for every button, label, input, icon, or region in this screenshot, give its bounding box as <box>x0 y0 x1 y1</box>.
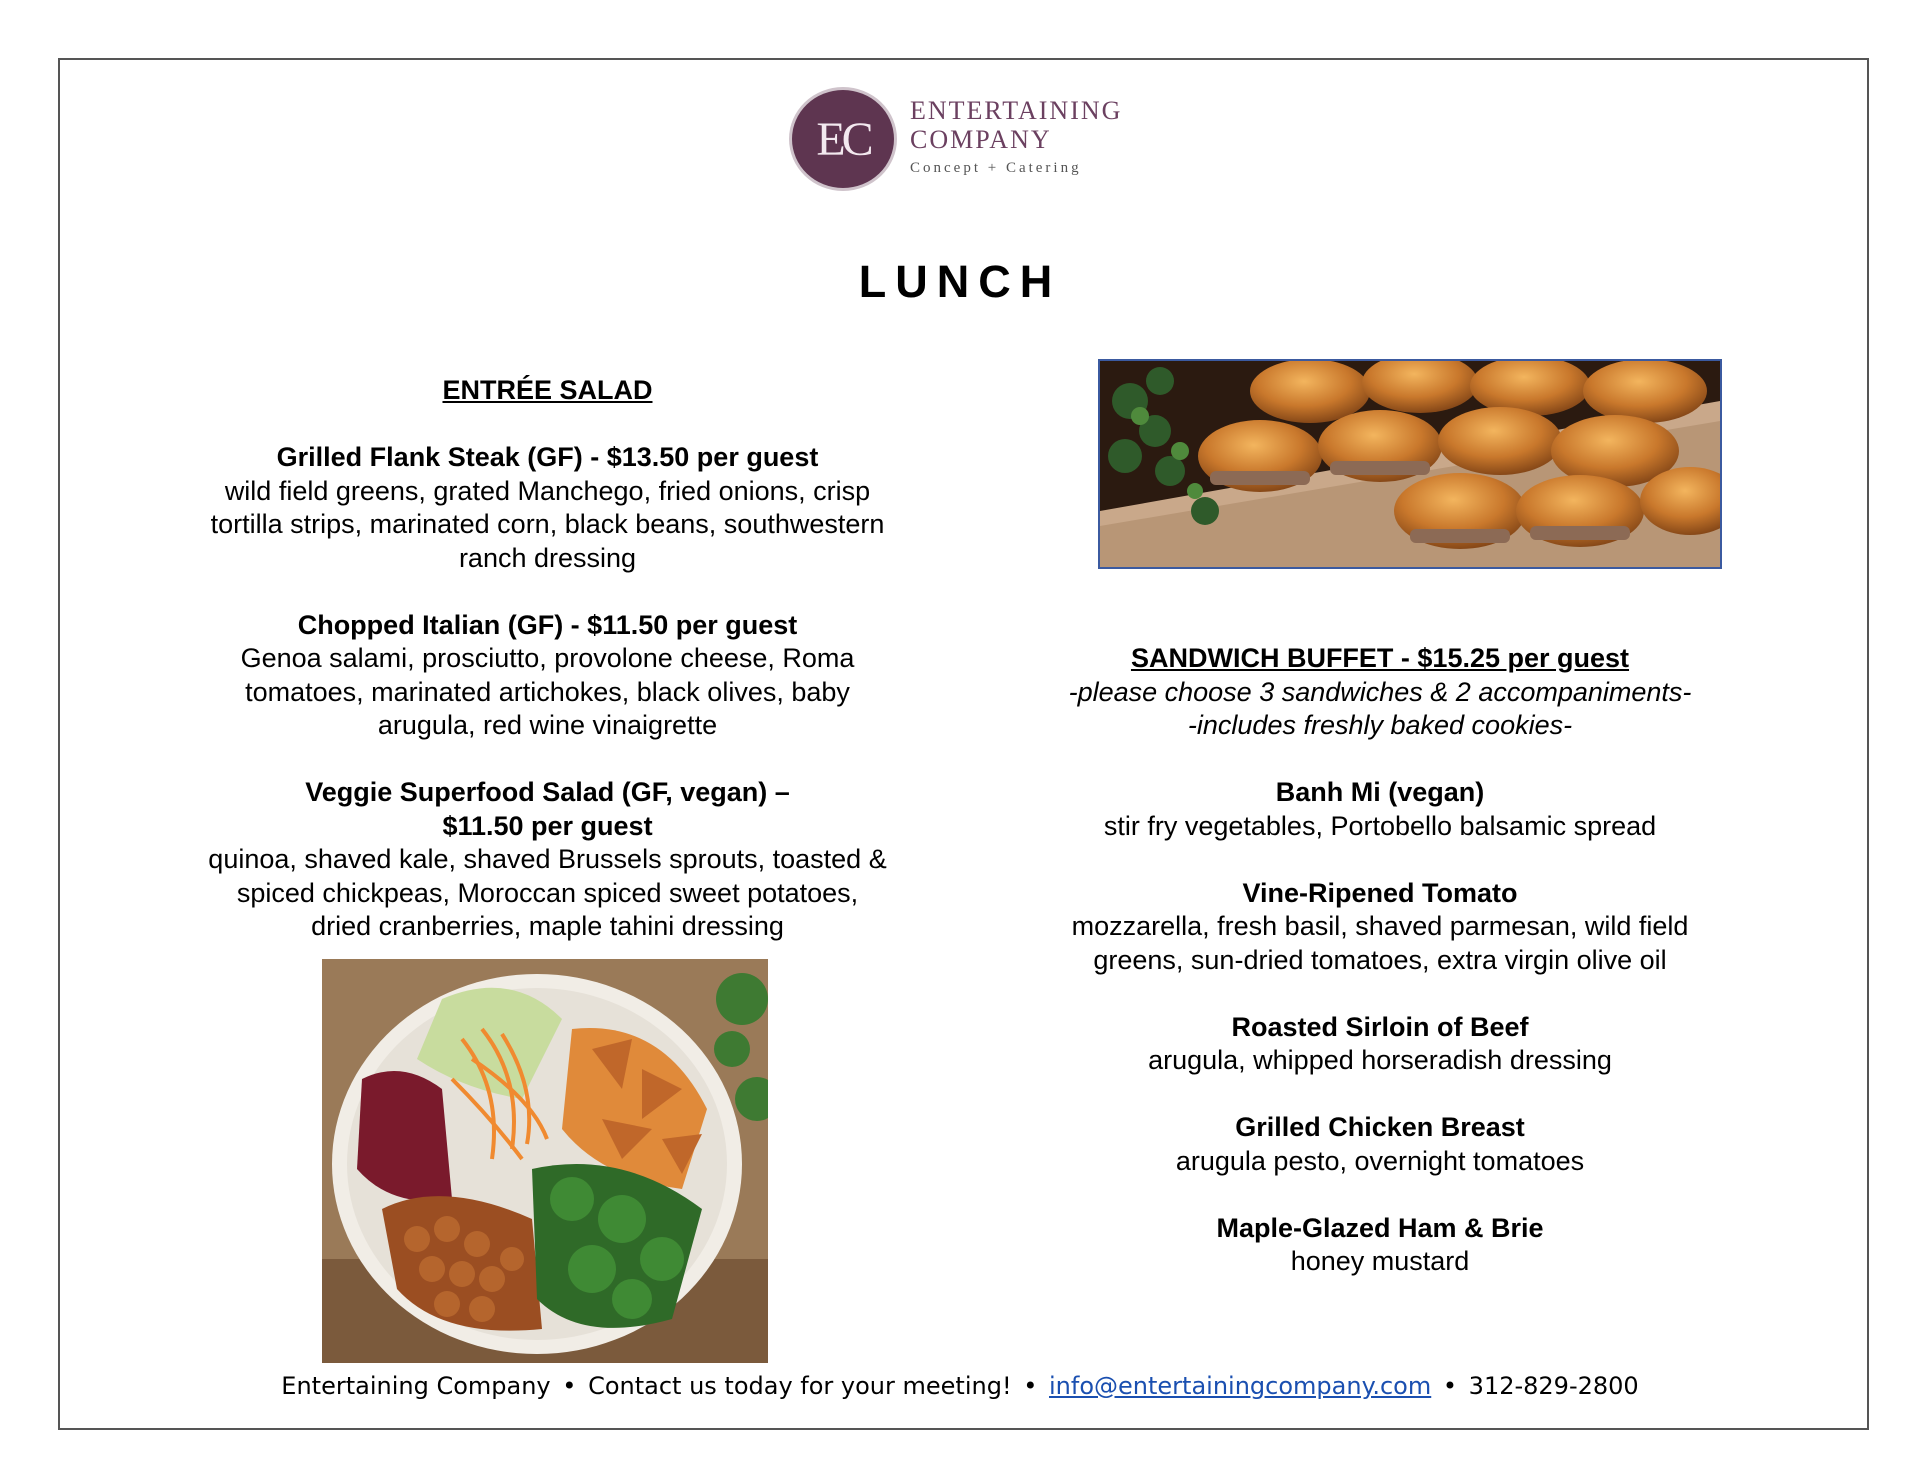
sandwich-buffet-heading: SANDWICH BUFFET - $15.25 per guest <box>1130 643 1630 673</box>
menu-item-name: Roasted Sirloin of Beef <box>1231 1011 1529 1042</box>
menu-item-description-line: ranch dressing <box>458 542 637 573</box>
logo-monogram-circle <box>792 90 894 188</box>
menu-item-description-line: dried cranberries, maple tahini dressing <box>311 911 784 941</box>
menu-item-description-line: quinoa, shaved kale, shaved Brussels sprouts, toasted & <box>208 844 887 874</box>
menu-item-name: Maple-Glazed Ham & Brie <box>1216 1212 1544 1243</box>
superfood-salad-photo <box>322 959 768 1363</box>
footer-cta: Contact us today for your meeting! <box>588 1372 1012 1400</box>
page-footer <box>0 1372 1920 1400</box>
menu-item-description-line: honey mustard <box>1290 1246 1470 1276</box>
menu-item-name: Vine-Ripened Tomato <box>1242 877 1518 908</box>
footer-email-link[interactable]: info@entertainingcompany.com <box>1049 1372 1432 1400</box>
menu-item-grilled-chicken <box>1010 1111 1750 1178</box>
sandwich-sliders-photo <box>1098 359 1722 569</box>
company-logo <box>792 90 1132 190</box>
menu-item-description-line: arugula, whipped horseradish dressing <box>1148 1045 1612 1075</box>
menu-item-description-line: tortilla strips, marinated corn, black beans, southwestern <box>210 509 885 539</box>
sandwich-buffet-note: -includes freshly baked cookies- <box>1187 710 1573 740</box>
menu-item-name: Veggie Superfood Salad (GF, vegan) – <box>305 777 790 807</box>
footer-bullet: • <box>1023 1372 1038 1400</box>
sandwich-buffet-section <box>1010 642 1750 1279</box>
footer-bullet: • <box>562 1372 577 1400</box>
logo-tagline: Concept + Catering <box>910 160 1082 176</box>
menu-item-veggie-superfood <box>160 776 935 944</box>
menu-item-chopped-italian <box>160 609 935 743</box>
menu-item-maple-glazed-ham <box>1010 1212 1750 1279</box>
menu-item-name: Chopped Italian (GF) - $11.50 per guest <box>297 609 798 640</box>
page-title: LUNCH <box>858 256 1062 307</box>
menu-item-description-line: arugula pesto, overnight tomatoes <box>1175 1145 1585 1176</box>
menu-item-name-price: $11.50 per guest <box>442 810 653 841</box>
menu-item-vine-ripened-tomato <box>1010 877 1750 978</box>
menu-item-description-line: tomatoes, marinated artichokes, black olives, baby <box>245 676 850 707</box>
menu-item-description-line: mozzarella, fresh basil, shaved parmesan, wild field <box>1071 911 1689 941</box>
menu-item-banh-mi <box>1010 776 1750 843</box>
menu-item-name: Banh Mi (vegan) <box>1275 777 1485 807</box>
sandwich-buffet-note: -please choose 3 sandwiches & 2 accompaniments- <box>1068 676 1692 707</box>
entree-salad-section <box>160 374 935 944</box>
entree-salad-heading: ENTRÉE SALAD <box>442 375 653 405</box>
menu-item-description-line: arugula, red wine vinaigrette <box>377 710 718 740</box>
menu-item-description-line: stir fry vegetables, Portobello balsamic spread <box>1103 810 1657 841</box>
logo-line-1: ENTERTAINING <box>910 96 1123 125</box>
menu-item-description-line: spiced chickpeas, Moroccan spiced sweet potatoes, <box>236 877 859 908</box>
menu-item-name: Grilled Chicken Breast <box>1235 1112 1525 1142</box>
menu-item-roasted-sirloin <box>1010 1011 1750 1078</box>
menu-item-flank-steak <box>160 441 935 575</box>
footer-phone: 312-829-2800 <box>1468 1372 1639 1400</box>
menu-item-description-line: greens, sun-dried tomatoes, extra virgin olive oil <box>1093 944 1667 975</box>
footer-bullet: • <box>1442 1372 1458 1400</box>
menu-item-description-line: wild field greens, grated Manchego, fried onions, crisp <box>224 475 871 506</box>
logo-wordmark <box>910 96 1122 177</box>
menu-item-description-line: Genoa salami, prosciutto, provolone cheese, Roma <box>240 643 855 673</box>
logo-line-2: COMPANY <box>910 125 1052 154</box>
menu-item-name: Grilled Flank Steak (GF) - $13.50 per guest <box>276 442 819 472</box>
logo-monogram: EC <box>816 113 870 166</box>
footer-company: Entertaining Company <box>281 1372 551 1400</box>
